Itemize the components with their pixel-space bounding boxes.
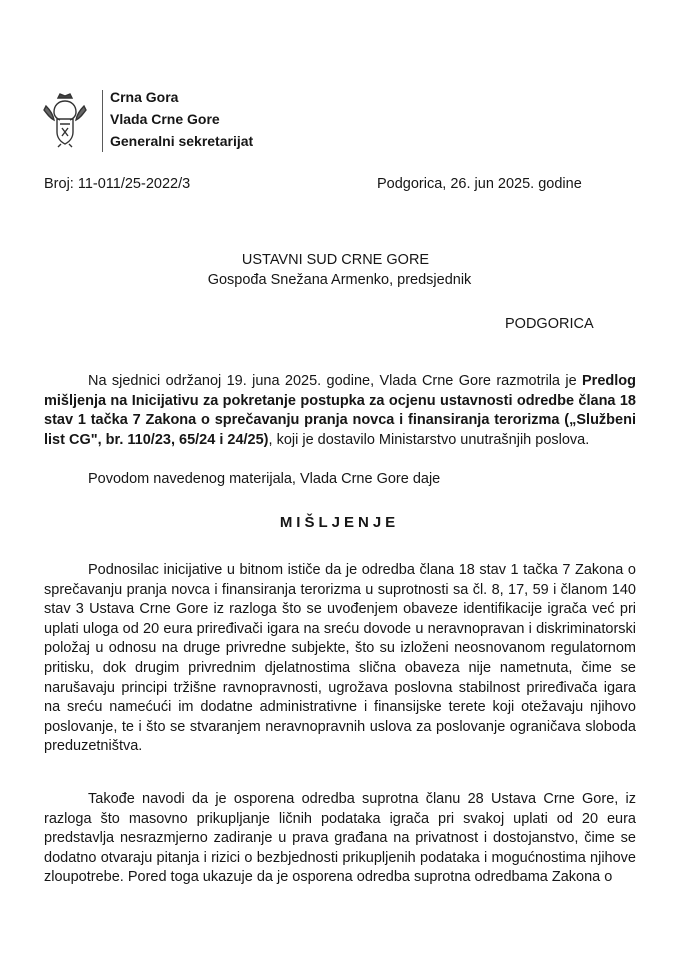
recipient-institution: USTAVNI SUD CRNE GORE	[241, 252, 430, 268]
place-and-date: Podgorica, 26. jun 2025. godine	[377, 176, 582, 192]
letterhead-government: Vlada Crne Gore	[110, 111, 220, 127]
letterhead	[110, 86, 253, 152]
recipient-person: Gospođa Snežana Armenko, predsjednik	[207, 272, 472, 288]
intro-subject-bold: Predlog mišljenja na Inicijativu za pokretanje postupka za ocjenu ustavnosti odredbe člana 18 stav 1 tačka 7 Zakona o sprečavanju pranja novca i finansiranja terorizma („Službeni list CG", br. 110/23, 65/24 i 24/25)	[44, 373, 636, 448]
letterhead-divider	[102, 90, 103, 152]
intro-text-a: Na sjednici održanoj 19. juna 2025. godine, Vlada Crne Gore razmotrila je	[88, 373, 583, 389]
recipient-city: PODGORICA	[505, 316, 594, 332]
intro-paragraph	[44, 372, 636, 450]
coat-of-arms-icon	[40, 92, 90, 148]
letterhead-department: Generalni sekretarijat	[110, 133, 254, 149]
section-heading: MIŠLJENJE	[279, 514, 400, 531]
body-paragraph-1: Podnosilac inicijative u bitnom ističe da je odredba člana 18 stav 1 tačka 7 Zakona o sprečavanju pranja novca i finansiranja terorizma u suprotnosti sa čl. 8, 17, 59 i članom 140 stav 3 Ustava Crne Gore iz razloga što se uvođenjem obaveze identifikacije igrača već pri uplati uloga od 20 eura priređivači igara na sreću dovode u neravnopravan i diskriminatorski položaj u odnosu na druge privredne subjekte, što su izloženi neosnovanom regulatornom pritisku, dok drugim privrednim djelatnostima slična obaveza nije nametnuta, čime se narušavaju principi tržišne ravnopravnosti, ugrožava poslovna stabilnost priređivača igara na sreću namećući im dodatne administrativne i finansijske terete koji otežavaju njihovo poslovanje, te i što se stvaranjem neravnopravnih uslova za poslovanje ograničava sloboda preduzetništva.	[44, 562, 636, 755]
intro-text-c: , koji je dostavilo Ministarstvo unutrašnjih poslova.	[268, 431, 590, 448]
body-paragraph-2: Takođe navodi da je osporena odredba suprotna članu 28 Ustava Crne Gore, iz razloga što masovno prikupljanje ličnih podataka igrača pri svakoj uplati od 20 eura predstavlja nesrazmjerno zadiranje u prava građana na privatnost i dostojanstvo, čime se dodatno otvaraju pitanja i rizici o bezbjednosti prikupljenih podataka i mogućnostima njihove zloupotrebe. Pored toga ukazuje da je osporena odredba suprotna odredbama Zakona o	[44, 791, 636, 886]
letterhead-country: Crna Gora	[110, 89, 179, 105]
intro-line-2: Povodom navedenog materijala, Vlada Crne Gore daje	[88, 471, 441, 487]
reference-number: Broj: 11-011/25-2022/3	[44, 176, 191, 192]
